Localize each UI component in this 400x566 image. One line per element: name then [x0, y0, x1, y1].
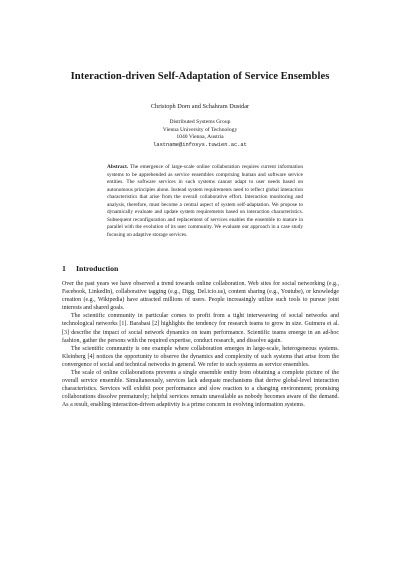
affiliation-university: Vienna University of Technology: [162, 126, 238, 133]
section-number: 1: [62, 264, 66, 273]
abstract-text: The emergence of large-scale online collaboration requires current information systems to be apprehended as service ensembles comprising human and software service entities. The software services in such systems cannot adapt to user needs based on autonomous principles alone. Instead system requirements need to reflect global interaction characteristics that arise from the overall collaborative effort. Interaction monitoring and analysis, therefore, must become a central aspect of system self-adaptation. We propose to dynamically evaluate and update system requirements based on interaction characteristics. Subsequent reconfiguration and replacement of services enables the ensemble to mature in parallel with the evolution of its user community. We evaluate our approach in a case study focusing on adaptive storage services.: [107, 164, 303, 238]
author-email: lastname@infosys.tuwien.ac.at: [153, 141, 247, 148]
body-paragraph: The scientific community is one example where collaboration emerges in large-scale, heterogeneous systems. Kleinberg [4] notices the opportunity to observe the dynamics and complexity of such systems that arise from the convergence of social and technical networks in general. We refer to such systems as service ensembles.: [62, 345, 339, 368]
section-heading: [62, 264, 118, 273]
affiliation-group: Distributed Systems Group: [169, 119, 231, 125]
paper-authors: Christoph Dorn and Schahram Dustdar: [150, 103, 250, 110]
body-paragraph: The scale of online collaborations prevents a single ensemble entity from obtaining a complete picture of the overall service ensemble. Simultaneously, services lack adequate mechanisms that derive global-level interaction characteristics. Services will exhibit poor performance and slow reaction to a changing environment; promising collaborations dissolve prematurely; helpful services remain unavailable as nobody becomes aware of the demand. As a result, enabling interaction-driven adaptivity is a prime concern in evolving information systems.: [62, 370, 339, 409]
abstract-label: Abstract.: [107, 164, 129, 170]
paper-title: Interaction-driven Self-Adaptation of Service Ensembles: [70, 71, 330, 82]
body-paragraph: The scientific community in particular comes to profit from a tight interweaving of social networks and technological networks [1]. Barabasi [2] highlights the tendency for research teams to grow in size. Guimera et al. [3] describe the impact of social network dynamics on team performance. Scientific teams emerge in an ad-hoc fashion, gather the persons with the required expertise, conduct research, and dissolve again.: [62, 313, 339, 344]
affiliation-city: 1040 Vienna, Austria: [176, 134, 224, 141]
abstract: [107, 164, 303, 239]
section-title: Introduction: [76, 264, 119, 273]
section-body: [62, 280, 339, 410]
body-paragraph: Over the past years we have observed a trend towards online collaboration. Web sites for social networking (e.g., Facebook, LinkedIn), collaborative tagging (e.g., Digg, Del.icio.us), content sharing (e.g., Youtube), or knowledge creation (e.g., Wikipedia) have attracted millions of users. People increasingly utilize such tools to pursue joint interests and shared goals.: [62, 281, 339, 312]
affiliation-block: [0, 119, 400, 149]
